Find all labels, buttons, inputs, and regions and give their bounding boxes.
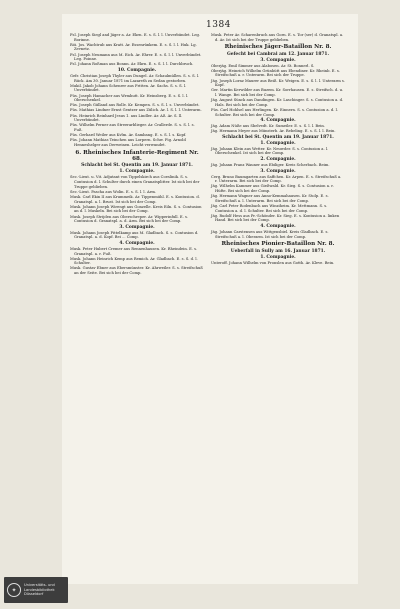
- left-column-entry: Musk. Johann Heinrich Kemp aus Remich. Ar. Gladbach. E. s. S. d. l. Schulter.: [70, 256, 198, 266]
- left-column-heading: 1. Compagnie.: [119, 169, 155, 175]
- left-column-entry: Fsl. Joseph Siegl and Jäger a. Ar. Ekrn. E. s. S. l. l. Unverbündet. Leg. Borinne.: [70, 33, 201, 42]
- right-column-heading: Rheinisches Jäger-Bataillon Nr. 8.: [224, 44, 332, 51]
- left-column-entry: Musk. Gustav Ebner aus Ebersmünster. Kr. Ahrweiler. S. s. Streifschuß an der Seite. Bei sich bei der Comp.: [70, 266, 203, 276]
- left-column-entry: Fsl. Johann Roßman aus Bonnn. Ar. Ekrn. E. s. S. l. l. Durchbruch.: [70, 62, 194, 67]
- right-column-entry: Jäg. Johann Klein aus Wetter. Kr. Neuwder. S. s. Contusion a. l. Oberschenkel. Ist sich bei der Comp.: [211, 146, 329, 156]
- right-column-entry: Ger. Martin Kerwilder aus Buzem. Kr. Sorrhausen. E. s. Streifsch. d. u. l. Wange. Bei sich bei der Comp.: [211, 88, 344, 97]
- logo-line-2: Landesbibliothek: [24, 587, 55, 592]
- left-column-entry: Füs. Heinrich Reinhard Jesus 1. aus Lindler. Ar. Aß. Ar. S. ll. Unverbündet.: [70, 113, 183, 123]
- left-column-entry: Röi. Jos. Wachtrub aus Kratt. Ar. Essenrünkem. E. s. S. l. l. Huk. Lg. Zevnetz.: [70, 42, 197, 52]
- right-column-heading: Gefecht bei Cambrai am 12. Januar 1871.: [226, 51, 330, 57]
- left-column-heading: 10. Compagnie.: [117, 67, 157, 73]
- left-column-entry: Füs. Gerhard Weiler aus Kvlm. Ar. Sambang. E. s. S. l. s. Kopf.: [70, 133, 187, 138]
- library-seal-icon: ✦: [7, 583, 21, 597]
- right-column-entry: Jäg. Johann Carstensen aus Wittgensbiel. Kreis Gladbach. E. s. Streifschuß a. l. Oberarm. Ist sich bei der Comp.: [211, 229, 329, 239]
- left-column-heading: 3. Compagnie.: [119, 224, 155, 230]
- left-column-entry: Musk. Johann Joseph Wirengt aus Gonzelle. Kreis Eiln. S. s. Contusion an d. l. Muskeln. Bei sich bei der Comp.: [70, 204, 202, 214]
- right-column-heading: Ueberfall in Sully am 16. Januar 1871.: [230, 248, 326, 254]
- left-column-entry: Gefr. Christian Joseph Thyler aus Dungel. Ar. Schaulmüllen. S. s. S. l. Rück. Am 30. Januar 1871 im Lazareth zu Sedan gestorben.: [70, 73, 200, 83]
- right-column-heading: 1. Compagnie.: [260, 140, 296, 146]
- right-column-heading: 4. Compagnie.: [260, 118, 296, 124]
- right-column-entry: Jäg. Carl Peter Rodenbach aus Winziheim. Kr. Mettmann. S. s. Contusion a. d. l. Schulter. Bei sich bei der Comp.: [211, 204, 328, 213]
- right-column-entry: Jäg. Johann Franz Wauner aus Ebiliger. Kreis Scherbach. Beim.: [211, 163, 330, 168]
- right-column-heading: 3. Compagnie.: [260, 168, 296, 174]
- right-column-entry: Jäg. Hermann Wagner aus Anno-Kemmahausen. Kr. Stolp. E. s. Streifschuß a. l. Unterarm. Bei sich bei der Comp.: [211, 194, 329, 203]
- left-column-entry: Sec.-Lieut. u. Vit. Adjutant von Tippelskirch aus Coeslinik. S. s. Contusion d. l. Schulter durch einen Granatsplitter. Ist sich bei der Truppe geblieben.: [70, 175, 200, 189]
- right-column-heading: 2. Compagnie.: [260, 157, 296, 163]
- left-column-entry: Füs. Johann Mathias Teinchen aus Lorpern. Schw. Fig. Arnold Henneshelger aus Derweinen. Leicht verwundet.: [70, 138, 186, 147]
- right-column: [211, 33, 345, 266]
- right-column-entry: Cerg. Bruno Baumgarten aus Saffchen. Kr. Arpen. E. s. Streifschuß a. r. Unterarm. Bei sich bei der Comp.: [211, 174, 342, 184]
- right-column-entry: Oberjäg. Emil Simmer aus Alabosen. Ar. St. Bonnerl. S.: [211, 63, 315, 68]
- left-column-heading: 4. Compagnie.: [119, 240, 155, 246]
- right-column-heading: 3. Compagnie.: [260, 57, 296, 63]
- page-number: 1384: [206, 20, 231, 30]
- right-column-heading: Schlacht bei St. Quentin am 19. Januar 1871.: [222, 134, 334, 140]
- right-column-heading: 1. Compagnie.: [260, 254, 296, 260]
- right-column-entry: Musk. Peter Ar. Scharenbruch aus Gorn. E. s. Tor (ser) d. Granatspl. a. d. Ar. Ist sich bei der Truppe geblieben.: [211, 33, 344, 42]
- logo-line-3: Düsseldorf: [24, 592, 44, 597]
- left-column: [70, 33, 204, 276]
- left-column-entry: Sec.-Lieut. Pascha aus Wolin. E. s. S. l. l. Arm.: [70, 189, 157, 194]
- right-column-heading: Rheinisches Pionier-Bataillon Nr. 8.: [221, 241, 335, 248]
- left-column-entry: Füs. Wilhelm Perner aus Streerarblieger. Ar. Crallerde. S. s. S. l. s. Fuß.: [70, 123, 195, 133]
- right-column-entry: Jäg. Hermann Meyer aus Münsterb. Ar. Rebeling. E. s. S. l. l. Bein.: [211, 129, 336, 134]
- library-logo-text: [24, 583, 55, 596]
- left-column-entry: Mukil. Jakob Johann Schenrer aus Fritten. Ar. Sachs. S. s. S. l. Unverbündet.: [70, 83, 187, 93]
- right-column-heading: 4. Compagnie.: [260, 223, 296, 229]
- left-column-heading: 6. Rheinisches Infanterie-Regiment Nr. 68.: [75, 149, 199, 162]
- left-column-entry: Füs. Mathias Lindner Ernst Gentzer aus Zülich. Ar. l. S. l. l. Unterarm.: [70, 108, 202, 113]
- left-column-entry: Füs. Joseph Hamacher aus Wrmhutt. Kr. Heinsberg. E. s. S. l. l. Oberschenkel.: [70, 93, 189, 103]
- library-logo: [4, 577, 68, 603]
- left-column-entry: Musk. Joseph Strijden aus Oberschreper. Ar. Wipperinfull. E. s. Contusion d. Granatspl. a. d. Arm. Bei sich bei der Comp.: [70, 214, 189, 224]
- left-column-entry: Musk. Johann Joseph Pittelkamp aus M. Gladbach. S. s. Contusion d. Granatspl. a. d. Kopf. Bei ... Comp.: [70, 230, 199, 240]
- right-column-entry: Jäg. August Sünck aus Dandingen. Kr. Laschinger. S. s. Contusion a. d. Hals. Bei sich bei der Comp.: [211, 98, 344, 107]
- right-column-entry: Jäg. Adam Nüße aus Sbelvedt. Kr. Sumeiler. E. s. S. l. l. Bein.: [211, 124, 325, 129]
- left-column-heading: Schlacht bei St. Quentin am 19. Januar 1871.: [81, 163, 193, 169]
- right-column-entry: Jäg. Wilhelm Kammer aus Gießwald. Kr. Sieg. S. s. Contusion a. r. Hüfte. Bei sich bei der Comp.: [211, 184, 334, 194]
- left-column-entry: Musk. Peter Hubert Cremer aus Rennenhausen. Kr. Rheindein. E. s. Granatspl. a. r. Fuß.: [70, 246, 198, 256]
- left-column-entry: Fsl. Joseph Neumann aus M. Eich. Ar. Ehrer. E. s. S. l. l. Unverbündet. Leg. Poinne.: [70, 52, 202, 62]
- logo-line-1: Universitäts- und: [24, 583, 55, 588]
- right-column-entry: Füs. Carl Hohlsel aus Herlingen. Kr. Einnern. S. s. Contusion a. d. l. Schulter. Bei sich bei der Comp.: [211, 107, 338, 117]
- left-column-entry: Füs. Joseph Gülland aus Rolle. Kr. Kempen. S. s. S. l. s. Unverbündet.: [70, 103, 200, 108]
- left-column-entry: Musk. Carl Ekin II aus Krummeik. Ar. Tippenmühl. E. s. Kontusion. d. Granatspl. a. l. Brust. Ist sich bei der Comp.: [70, 194, 200, 204]
- right-column-entry: Unteroff. Johann Wilhelm von Pronslen aus Gotth. Ar. Kleve. Bein.: [211, 260, 335, 265]
- right-column-entry: Jäg. Joseph Lornz Maurer aus Beiß. Kr. Weigen. E. s. S. l. l. Unterarm s. Kopf.: [211, 78, 345, 88]
- right-column-entry: Oberjäg. Heinrich Wilhelm Grünhütt aus Ebendiner. Kr. Rheinb. E. s. Streifschuß a. r. Unterarm. Bei sich der Truppe.: [211, 68, 340, 78]
- right-column-entry: Jäg. Rudolf Hess aus Pr.-Schönder. Kr. Sieg. E. s. Kontusion a. linken Hand. Bei sich bei der Comp.: [211, 213, 340, 223]
